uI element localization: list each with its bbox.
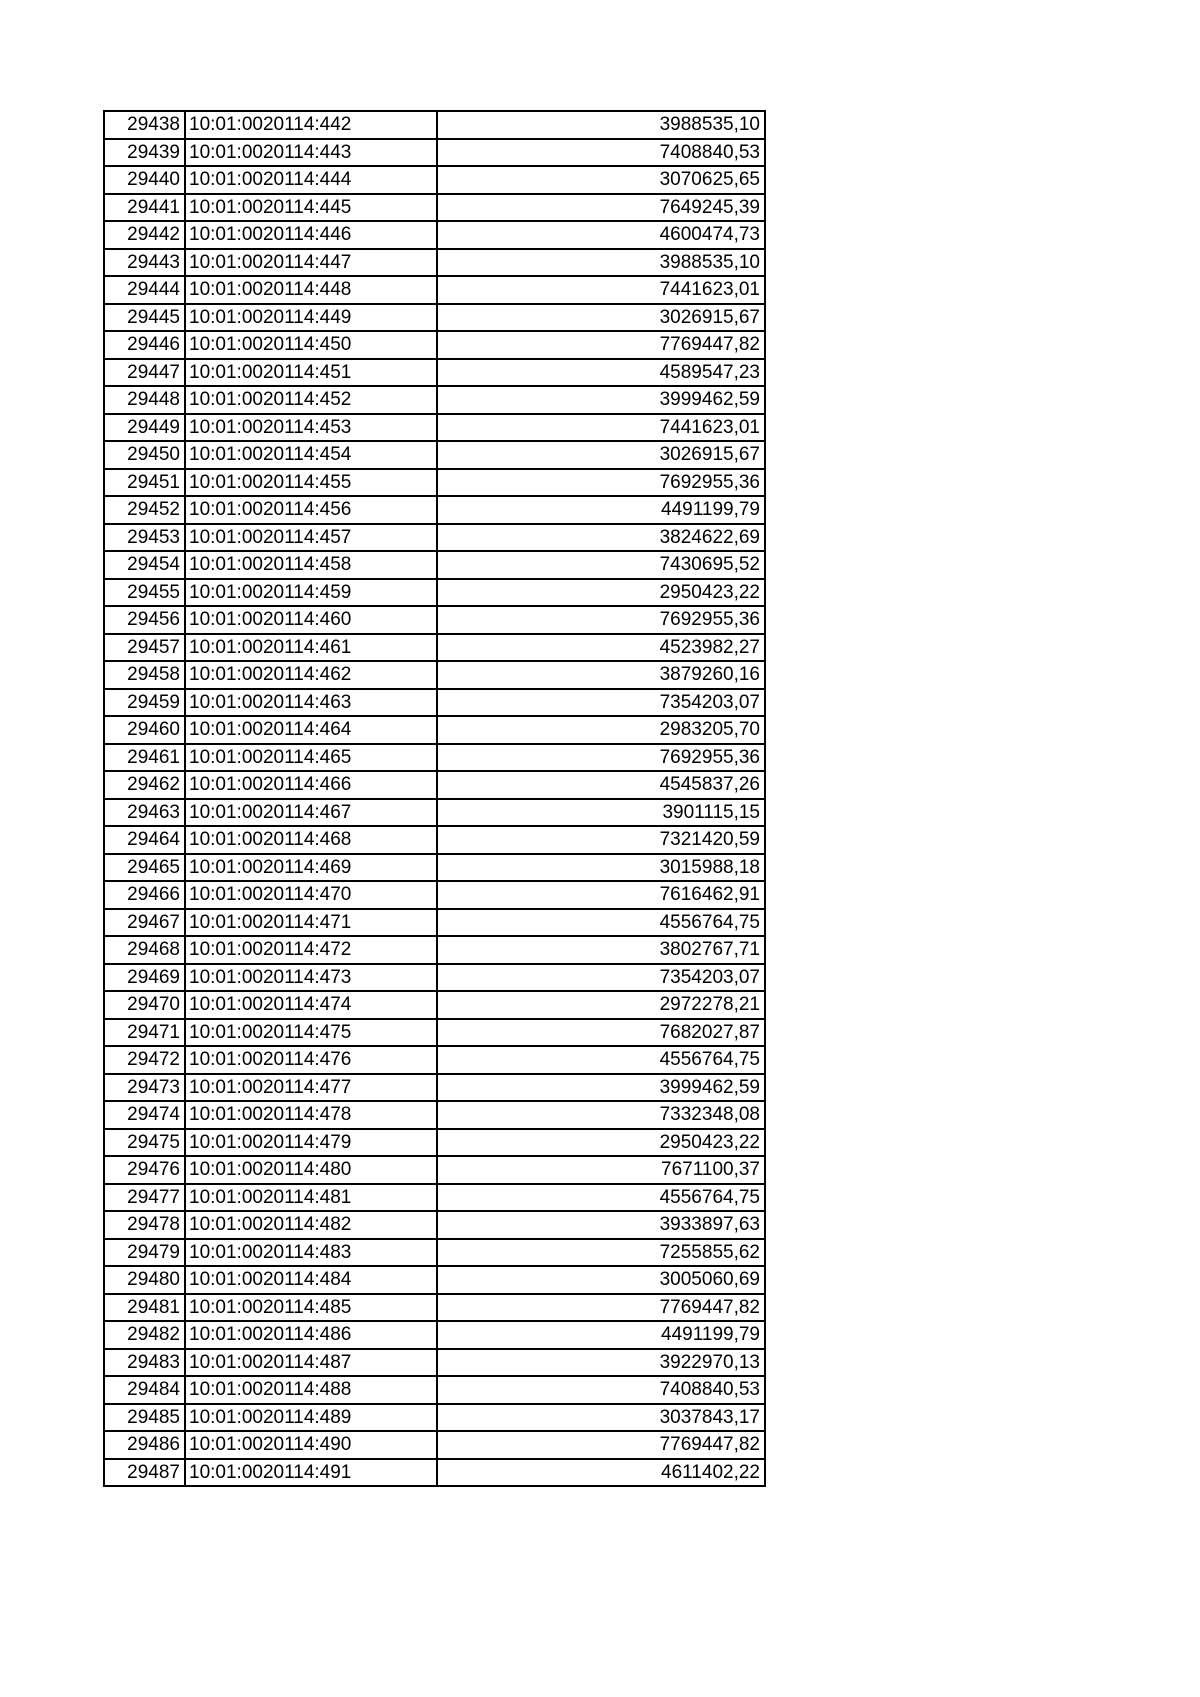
value-cell: 2950423,22 xyxy=(437,579,765,607)
value-cell: 7692955,36 xyxy=(437,744,765,772)
cadastral-number-cell: 10:01:0020114:486 xyxy=(185,1321,437,1349)
cadastral-number-cell: 10:01:0020114:454 xyxy=(185,441,437,469)
table-row xyxy=(104,1404,765,1432)
value-cell: 7769447,82 xyxy=(437,1294,765,1322)
table-row xyxy=(104,1184,765,1212)
value-cell: 7354203,07 xyxy=(437,964,765,992)
cadastral-number-cell: 10:01:0020114:480 xyxy=(185,1156,437,1184)
table-row xyxy=(104,909,765,937)
row-number-cell: 29484 xyxy=(104,1376,185,1404)
cadastral-number-cell: 10:01:0020114:485 xyxy=(185,1294,437,1322)
cadastral-number-cell: 10:01:0020114:466 xyxy=(185,771,437,799)
cadastral-number-cell: 10:01:0020114:465 xyxy=(185,744,437,772)
table-row xyxy=(104,1019,765,1047)
table-row xyxy=(104,441,765,469)
cadastral-number-cell: 10:01:0020114:442 xyxy=(185,111,437,139)
value-cell: 7692955,36 xyxy=(437,606,765,634)
cadastral-number-cell: 10:01:0020114:451 xyxy=(185,359,437,387)
cadastral-number-cell: 10:01:0020114:452 xyxy=(185,386,437,414)
cadastral-number-cell: 10:01:0020114:477 xyxy=(185,1074,437,1102)
value-cell: 4491199,79 xyxy=(437,496,765,524)
table-row xyxy=(104,826,765,854)
cadastral-number-cell: 10:01:0020114:464 xyxy=(185,716,437,744)
table-row xyxy=(104,661,765,689)
table-body xyxy=(104,111,765,1486)
table-row xyxy=(104,194,765,222)
value-cell: 7441623,01 xyxy=(437,276,765,304)
row-number-cell: 29472 xyxy=(104,1046,185,1074)
value-cell: 3988535,10 xyxy=(437,249,765,277)
table-row xyxy=(104,551,765,579)
cadastral-number-cell: 10:01:0020114:487 xyxy=(185,1349,437,1377)
value-cell: 3922970,13 xyxy=(437,1349,765,1377)
row-number-cell: 29454 xyxy=(104,551,185,579)
cadastral-number-cell: 10:01:0020114:457 xyxy=(185,524,437,552)
table-row xyxy=(104,1349,765,1377)
row-number-cell: 29440 xyxy=(104,166,185,194)
value-cell: 7408840,53 xyxy=(437,139,765,167)
value-cell: 7692955,36 xyxy=(437,469,765,497)
cadastral-number-cell: 10:01:0020114:489 xyxy=(185,1404,437,1432)
row-number-cell: 29481 xyxy=(104,1294,185,1322)
cadastral-number-cell: 10:01:0020114:482 xyxy=(185,1211,437,1239)
value-cell: 3999462,59 xyxy=(437,1074,765,1102)
row-number-cell: 29476 xyxy=(104,1156,185,1184)
table-row xyxy=(104,1156,765,1184)
cadastral-number-cell: 10:01:0020114:473 xyxy=(185,964,437,992)
row-number-cell: 29459 xyxy=(104,689,185,717)
cadastral-number-cell: 10:01:0020114:458 xyxy=(185,551,437,579)
table-row xyxy=(104,1211,765,1239)
value-cell: 3070625,65 xyxy=(437,166,765,194)
table-row xyxy=(104,276,765,304)
value-cell: 3879260,16 xyxy=(437,661,765,689)
value-cell: 3005060,69 xyxy=(437,1266,765,1294)
value-cell: 4523982,27 xyxy=(437,634,765,662)
value-cell: 7649245,39 xyxy=(437,194,765,222)
table-row xyxy=(104,359,765,387)
table-row xyxy=(104,936,765,964)
row-number-cell: 29438 xyxy=(104,111,185,139)
value-cell: 7408840,53 xyxy=(437,1376,765,1404)
table-row xyxy=(104,386,765,414)
row-number-cell: 29487 xyxy=(104,1459,185,1487)
value-cell: 3824622,69 xyxy=(437,524,765,552)
row-number-cell: 29479 xyxy=(104,1239,185,1267)
table-row xyxy=(104,991,765,1019)
row-number-cell: 29483 xyxy=(104,1349,185,1377)
table-row xyxy=(104,1431,765,1459)
row-number-cell: 29465 xyxy=(104,854,185,882)
table-row xyxy=(104,524,765,552)
table-row xyxy=(104,744,765,772)
table-row xyxy=(104,1294,765,1322)
row-number-cell: 29464 xyxy=(104,826,185,854)
row-number-cell: 29462 xyxy=(104,771,185,799)
value-cell: 7430695,52 xyxy=(437,551,765,579)
cadastral-number-cell: 10:01:0020114:461 xyxy=(185,634,437,662)
cadastral-number-cell: 10:01:0020114:491 xyxy=(185,1459,437,1487)
row-number-cell: 29466 xyxy=(104,881,185,909)
row-number-cell: 29447 xyxy=(104,359,185,387)
cadastral-number-cell: 10:01:0020114:474 xyxy=(185,991,437,1019)
table-row xyxy=(104,634,765,662)
cadastral-number-cell: 10:01:0020114:469 xyxy=(185,854,437,882)
value-cell: 2972278,21 xyxy=(437,991,765,1019)
value-cell: 3988535,10 xyxy=(437,111,765,139)
row-number-cell: 29450 xyxy=(104,441,185,469)
row-number-cell: 29468 xyxy=(104,936,185,964)
value-cell: 7671100,37 xyxy=(437,1156,765,1184)
value-cell: 3037843,17 xyxy=(437,1404,765,1432)
table-row xyxy=(104,496,765,524)
value-cell: 4556764,75 xyxy=(437,1046,765,1074)
value-cell: 7769447,82 xyxy=(437,1431,765,1459)
value-cell: 3026915,67 xyxy=(437,441,765,469)
value-cell: 7255855,62 xyxy=(437,1239,765,1267)
table-row xyxy=(104,771,765,799)
row-number-cell: 29455 xyxy=(104,579,185,607)
value-cell: 4600474,73 xyxy=(437,221,765,249)
cadastral-number-cell: 10:01:0020114:490 xyxy=(185,1431,437,1459)
table-row xyxy=(104,799,765,827)
table-row xyxy=(104,854,765,882)
cadastral-number-cell: 10:01:0020114:478 xyxy=(185,1101,437,1129)
table-row xyxy=(104,1266,765,1294)
cadastral-number-cell: 10:01:0020114:470 xyxy=(185,881,437,909)
value-cell: 4545837,26 xyxy=(437,771,765,799)
value-cell: 7769447,82 xyxy=(437,331,765,359)
cadastral-number-cell: 10:01:0020114:479 xyxy=(185,1129,437,1157)
value-cell: 2983205,70 xyxy=(437,716,765,744)
row-number-cell: 29442 xyxy=(104,221,185,249)
row-number-cell: 29467 xyxy=(104,909,185,937)
row-number-cell: 29461 xyxy=(104,744,185,772)
cadastral-number-cell: 10:01:0020114:446 xyxy=(185,221,437,249)
table-row xyxy=(104,414,765,442)
cadastral-number-cell: 10:01:0020114:455 xyxy=(185,469,437,497)
row-number-cell: 29485 xyxy=(104,1404,185,1432)
table-row xyxy=(104,964,765,992)
cadastral-number-cell: 10:01:0020114:459 xyxy=(185,579,437,607)
cadastral-number-cell: 10:01:0020114:475 xyxy=(185,1019,437,1047)
cadastral-number-cell: 10:01:0020114:463 xyxy=(185,689,437,717)
table-row xyxy=(104,469,765,497)
row-number-cell: 29443 xyxy=(104,249,185,277)
row-number-cell: 29471 xyxy=(104,1019,185,1047)
table-row xyxy=(104,139,765,167)
table-row xyxy=(104,1074,765,1102)
table-row xyxy=(104,304,765,332)
value-cell: 3999462,59 xyxy=(437,386,765,414)
cadastral-number-cell: 10:01:0020114:468 xyxy=(185,826,437,854)
table-row xyxy=(104,331,765,359)
value-cell: 2950423,22 xyxy=(437,1129,765,1157)
row-number-cell: 29458 xyxy=(104,661,185,689)
row-number-cell: 29456 xyxy=(104,606,185,634)
value-cell: 4589547,23 xyxy=(437,359,765,387)
row-number-cell: 29477 xyxy=(104,1184,185,1212)
table-row xyxy=(104,606,765,634)
table-row xyxy=(104,689,765,717)
value-cell: 3015988,18 xyxy=(437,854,765,882)
cadastral-number-cell: 10:01:0020114:447 xyxy=(185,249,437,277)
cadastral-number-cell: 10:01:0020114:456 xyxy=(185,496,437,524)
cadastral-number-cell: 10:01:0020114:460 xyxy=(185,606,437,634)
value-cell: 7354203,07 xyxy=(437,689,765,717)
table-row xyxy=(104,249,765,277)
cadastral-number-cell: 10:01:0020114:462 xyxy=(185,661,437,689)
row-number-cell: 29482 xyxy=(104,1321,185,1349)
value-cell: 4556764,75 xyxy=(437,1184,765,1212)
cadastral-number-cell: 10:01:0020114:444 xyxy=(185,166,437,194)
value-cell: 7682027,87 xyxy=(437,1019,765,1047)
cadastral-number-cell: 10:01:0020114:448 xyxy=(185,276,437,304)
cadastral-number-cell: 10:01:0020114:481 xyxy=(185,1184,437,1212)
cadastral-number-cell: 10:01:0020114:488 xyxy=(185,1376,437,1404)
cadastral-number-cell: 10:01:0020114:445 xyxy=(185,194,437,222)
value-cell: 7332348,08 xyxy=(437,1101,765,1129)
value-cell: 4491199,79 xyxy=(437,1321,765,1349)
row-number-cell: 29473 xyxy=(104,1074,185,1102)
cadastral-number-cell: 10:01:0020114:472 xyxy=(185,936,437,964)
row-number-cell: 29452 xyxy=(104,496,185,524)
value-cell: 3901115,15 xyxy=(437,799,765,827)
row-number-cell: 29451 xyxy=(104,469,185,497)
row-number-cell: 29478 xyxy=(104,1211,185,1239)
row-number-cell: 29453 xyxy=(104,524,185,552)
row-number-cell: 29480 xyxy=(104,1266,185,1294)
cadastral-number-cell: 10:01:0020114:467 xyxy=(185,799,437,827)
data-table xyxy=(103,110,766,1487)
cadastral-number-cell: 10:01:0020114:471 xyxy=(185,909,437,937)
row-number-cell: 29463 xyxy=(104,799,185,827)
row-number-cell: 29449 xyxy=(104,414,185,442)
table-row xyxy=(104,111,765,139)
value-cell: 3802767,71 xyxy=(437,936,765,964)
table-row xyxy=(104,166,765,194)
table-row xyxy=(104,1239,765,1267)
value-cell: 7616462,91 xyxy=(437,881,765,909)
table-row xyxy=(104,579,765,607)
cadastral-number-cell: 10:01:0020114:453 xyxy=(185,414,437,442)
cadastral-number-cell: 10:01:0020114:476 xyxy=(185,1046,437,1074)
table-row xyxy=(104,1129,765,1157)
value-cell: 3933897,63 xyxy=(437,1211,765,1239)
cadastral-number-cell: 10:01:0020114:484 xyxy=(185,1266,437,1294)
table-row xyxy=(104,881,765,909)
value-cell: 4611402,22 xyxy=(437,1459,765,1487)
table-row xyxy=(104,1321,765,1349)
row-number-cell: 29441 xyxy=(104,194,185,222)
row-number-cell: 29475 xyxy=(104,1129,185,1157)
table-row xyxy=(104,221,765,249)
table-row xyxy=(104,1046,765,1074)
row-number-cell: 29470 xyxy=(104,991,185,1019)
row-number-cell: 29474 xyxy=(104,1101,185,1129)
cadastral-number-cell: 10:01:0020114:483 xyxy=(185,1239,437,1267)
row-number-cell: 29439 xyxy=(104,139,185,167)
value-cell: 7321420,59 xyxy=(437,826,765,854)
value-cell: 3026915,67 xyxy=(437,304,765,332)
row-number-cell: 29457 xyxy=(104,634,185,662)
table-row xyxy=(104,1376,765,1404)
value-cell: 4556764,75 xyxy=(437,909,765,937)
value-cell: 7441623,01 xyxy=(437,414,765,442)
cadastral-number-cell: 10:01:0020114:449 xyxy=(185,304,437,332)
row-number-cell: 29460 xyxy=(104,716,185,744)
row-number-cell: 29448 xyxy=(104,386,185,414)
row-number-cell: 29445 xyxy=(104,304,185,332)
table-row xyxy=(104,1459,765,1487)
row-number-cell: 29486 xyxy=(104,1431,185,1459)
table-row xyxy=(104,1101,765,1129)
cadastral-number-cell: 10:01:0020114:443 xyxy=(185,139,437,167)
row-number-cell: 29469 xyxy=(104,964,185,992)
row-number-cell: 29446 xyxy=(104,331,185,359)
cadastral-number-cell: 10:01:0020114:450 xyxy=(185,331,437,359)
row-number-cell: 29444 xyxy=(104,276,185,304)
table-row xyxy=(104,716,765,744)
